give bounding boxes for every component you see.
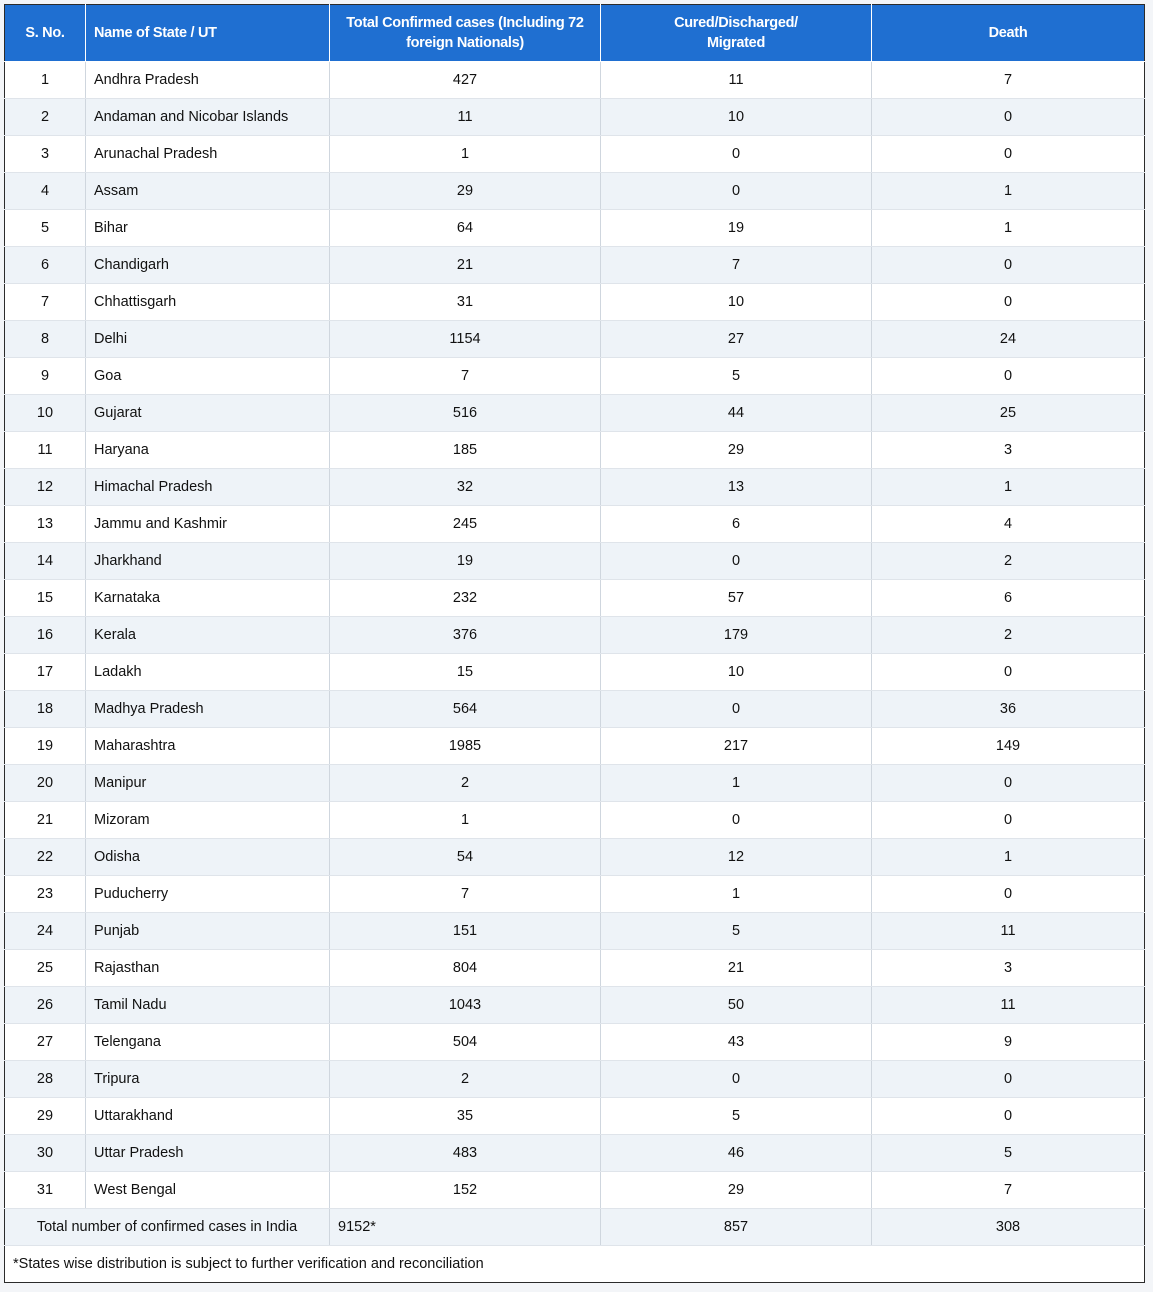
cell-cured: 10 bbox=[601, 654, 872, 691]
total-death: 308 bbox=[872, 1209, 1145, 1246]
cell-death: 25 bbox=[872, 395, 1145, 432]
cell-cured: 0 bbox=[601, 691, 872, 728]
cell-confirmed: 152 bbox=[330, 1172, 601, 1209]
cell-death: 9 bbox=[872, 1024, 1145, 1061]
cell-state-name: Delhi bbox=[86, 321, 330, 358]
table-row bbox=[5, 506, 1145, 543]
cell-death: 5 bbox=[872, 1135, 1145, 1172]
cell-state-name: Mizoram bbox=[86, 802, 330, 839]
table-row bbox=[5, 876, 1145, 913]
cell-confirmed: 804 bbox=[330, 950, 601, 987]
cell-state-name: Jharkhand bbox=[86, 543, 330, 580]
cell-sno: 14 bbox=[5, 543, 86, 580]
cell-cured: 29 bbox=[601, 1172, 872, 1209]
cell-confirmed: 35 bbox=[330, 1098, 601, 1135]
cell-confirmed: 504 bbox=[330, 1024, 601, 1061]
cell-confirmed: 2 bbox=[330, 1061, 601, 1098]
table-row bbox=[5, 987, 1145, 1024]
cell-state-name: Arunachal Pradesh bbox=[86, 136, 330, 173]
cell-state-name: Andhra Pradesh bbox=[86, 62, 330, 99]
cell-sno: 29 bbox=[5, 1098, 86, 1135]
table-row bbox=[5, 321, 1145, 358]
cell-sno: 12 bbox=[5, 469, 86, 506]
cell-confirmed: 1 bbox=[330, 802, 601, 839]
cell-state-name: Jammu and Kashmir bbox=[86, 506, 330, 543]
cell-sno: 20 bbox=[5, 765, 86, 802]
table-row bbox=[5, 950, 1145, 987]
table-row bbox=[5, 691, 1145, 728]
cell-sno: 23 bbox=[5, 876, 86, 913]
header-confirmed-line2: foreign Nationals) bbox=[406, 35, 524, 51]
cell-state-name: Goa bbox=[86, 358, 330, 395]
cell-death: 4 bbox=[872, 506, 1145, 543]
cell-death: 6 bbox=[872, 580, 1145, 617]
footnote-text: *States wise distribution is subject to further verification and reconciliation bbox=[5, 1246, 1145, 1283]
table-row bbox=[5, 469, 1145, 506]
table-row bbox=[5, 247, 1145, 284]
header-sno: S. No. bbox=[5, 5, 86, 62]
table-row bbox=[5, 1024, 1145, 1061]
table-body bbox=[5, 62, 1145, 1283]
cell-confirmed: 19 bbox=[330, 543, 601, 580]
cell-sno: 1 bbox=[5, 62, 86, 99]
cell-cured: 179 bbox=[601, 617, 872, 654]
table-row bbox=[5, 839, 1145, 876]
cell-sno: 2 bbox=[5, 99, 86, 136]
total-label: Total number of confirmed cases in India bbox=[5, 1209, 330, 1246]
cell-state-name: Bihar bbox=[86, 210, 330, 247]
cell-cured: 12 bbox=[601, 839, 872, 876]
cell-sno: 19 bbox=[5, 728, 86, 765]
cell-death: 24 bbox=[872, 321, 1145, 358]
cell-death: 2 bbox=[872, 543, 1145, 580]
cell-state-name: Rajasthan bbox=[86, 950, 330, 987]
cell-state-name: Uttar Pradesh bbox=[86, 1135, 330, 1172]
cell-cured: 5 bbox=[601, 913, 872, 950]
cell-confirmed: 376 bbox=[330, 617, 601, 654]
cell-confirmed: 1985 bbox=[330, 728, 601, 765]
cell-sno: 24 bbox=[5, 913, 86, 950]
cell-death: 0 bbox=[872, 802, 1145, 839]
cell-sno: 10 bbox=[5, 395, 86, 432]
table-row bbox=[5, 210, 1145, 247]
cell-confirmed: 516 bbox=[330, 395, 601, 432]
cell-sno: 25 bbox=[5, 950, 86, 987]
cell-confirmed: 21 bbox=[330, 247, 601, 284]
table-row bbox=[5, 1061, 1145, 1098]
cell-state-name: Madhya Pradesh bbox=[86, 691, 330, 728]
cell-cured: 46 bbox=[601, 1135, 872, 1172]
cell-confirmed: 29 bbox=[330, 173, 601, 210]
cell-confirmed: 185 bbox=[330, 432, 601, 469]
cell-state-name: Tamil Nadu bbox=[86, 987, 330, 1024]
cell-sno: 21 bbox=[5, 802, 86, 839]
cell-state-name: Puducherry bbox=[86, 876, 330, 913]
cell-state-name: Ladakh bbox=[86, 654, 330, 691]
cell-state-name: Maharashtra bbox=[86, 728, 330, 765]
cell-cured: 10 bbox=[601, 99, 872, 136]
table-row bbox=[5, 765, 1145, 802]
cell-cured: 0 bbox=[601, 173, 872, 210]
header-cured-line1: Cured/Discharged/ bbox=[674, 15, 798, 31]
header-cured bbox=[601, 5, 872, 62]
cell-confirmed: 7 bbox=[330, 358, 601, 395]
cell-death: 0 bbox=[872, 654, 1145, 691]
cell-death: 3 bbox=[872, 432, 1145, 469]
cell-death: 11 bbox=[872, 987, 1145, 1024]
cell-cured: 1 bbox=[601, 765, 872, 802]
cell-cured: 0 bbox=[601, 136, 872, 173]
cell-death: 2 bbox=[872, 617, 1145, 654]
cell-cured: 57 bbox=[601, 580, 872, 617]
cell-sno: 16 bbox=[5, 617, 86, 654]
cell-cured: 5 bbox=[601, 1098, 872, 1135]
table-row bbox=[5, 99, 1145, 136]
cell-sno: 7 bbox=[5, 284, 86, 321]
cell-confirmed: 64 bbox=[330, 210, 601, 247]
table-row bbox=[5, 395, 1145, 432]
cell-state-name: Gujarat bbox=[86, 395, 330, 432]
table-row bbox=[5, 62, 1145, 99]
cell-confirmed: 1 bbox=[330, 136, 601, 173]
cell-death: 149 bbox=[872, 728, 1145, 765]
total-row bbox=[5, 1209, 1145, 1246]
total-confirmed: 9152* bbox=[330, 1209, 601, 1246]
cell-sno: 27 bbox=[5, 1024, 86, 1061]
cell-cured: 43 bbox=[601, 1024, 872, 1061]
cell-cured: 21 bbox=[601, 950, 872, 987]
cell-sno: 28 bbox=[5, 1061, 86, 1098]
table-row bbox=[5, 1172, 1145, 1209]
cell-confirmed: 7 bbox=[330, 876, 601, 913]
table-row bbox=[5, 432, 1145, 469]
cell-death: 0 bbox=[872, 1098, 1145, 1135]
cell-cured: 217 bbox=[601, 728, 872, 765]
cell-confirmed: 483 bbox=[330, 1135, 601, 1172]
cell-cured: 19 bbox=[601, 210, 872, 247]
cell-state-name: Punjab bbox=[86, 913, 330, 950]
cell-confirmed: 427 bbox=[330, 62, 601, 99]
cell-death: 0 bbox=[872, 136, 1145, 173]
cell-state-name: Chandigarh bbox=[86, 247, 330, 284]
header-confirmed bbox=[330, 5, 601, 62]
cell-death: 36 bbox=[872, 691, 1145, 728]
cell-cured: 1 bbox=[601, 876, 872, 913]
covid-state-table bbox=[4, 4, 1145, 1283]
cell-cured: 0 bbox=[601, 802, 872, 839]
cell-sno: 15 bbox=[5, 580, 86, 617]
header-state-name: Name of State / UT bbox=[86, 5, 330, 62]
header-cured-line2: Migrated bbox=[706, 35, 766, 51]
cell-death: 1 bbox=[872, 469, 1145, 506]
table-row bbox=[5, 802, 1145, 839]
cell-cured: 29 bbox=[601, 432, 872, 469]
table-row bbox=[5, 1098, 1145, 1135]
cell-confirmed: 1043 bbox=[330, 987, 601, 1024]
table-header bbox=[5, 5, 1145, 62]
table-row bbox=[5, 136, 1145, 173]
covid-state-table-wrapper bbox=[4, 4, 1144, 1283]
cell-cured: 13 bbox=[601, 469, 872, 506]
cell-sno: 6 bbox=[5, 247, 86, 284]
header-confirmed-line1: Total Confirmed cases (Including 72 bbox=[346, 15, 584, 31]
cell-sno: 30 bbox=[5, 1135, 86, 1172]
cell-confirmed: 2 bbox=[330, 765, 601, 802]
cell-cured: 7 bbox=[601, 247, 872, 284]
cell-cured: 50 bbox=[601, 987, 872, 1024]
cell-sno: 11 bbox=[5, 432, 86, 469]
table-row bbox=[5, 543, 1145, 580]
cell-confirmed: 564 bbox=[330, 691, 601, 728]
cell-confirmed: 15 bbox=[330, 654, 601, 691]
cell-death: 0 bbox=[872, 1061, 1145, 1098]
cell-sno: 31 bbox=[5, 1172, 86, 1209]
cell-sno: 4 bbox=[5, 173, 86, 210]
cell-death: 0 bbox=[872, 284, 1145, 321]
cell-state-name: Andaman and Nicobar Islands bbox=[86, 99, 330, 136]
cell-death: 0 bbox=[872, 99, 1145, 136]
header-row bbox=[5, 5, 1145, 62]
cell-confirmed: 54 bbox=[330, 839, 601, 876]
cell-sno: 18 bbox=[5, 691, 86, 728]
cell-cured: 27 bbox=[601, 321, 872, 358]
table-row bbox=[5, 358, 1145, 395]
table-row bbox=[5, 728, 1145, 765]
cell-cured: 5 bbox=[601, 358, 872, 395]
cell-cured: 0 bbox=[601, 1061, 872, 1098]
cell-sno: 8 bbox=[5, 321, 86, 358]
header-death: Death bbox=[872, 5, 1145, 62]
cell-sno: 9 bbox=[5, 358, 86, 395]
cell-state-name: Kerala bbox=[86, 617, 330, 654]
cell-sno: 13 bbox=[5, 506, 86, 543]
cell-cured: 0 bbox=[601, 543, 872, 580]
cell-confirmed: 151 bbox=[330, 913, 601, 950]
cell-confirmed: 32 bbox=[330, 469, 601, 506]
cell-confirmed: 1154 bbox=[330, 321, 601, 358]
table-row bbox=[5, 580, 1145, 617]
cell-death: 0 bbox=[872, 247, 1145, 284]
total-cured: 857 bbox=[601, 1209, 872, 1246]
cell-death: 1 bbox=[872, 173, 1145, 210]
cell-sno: 5 bbox=[5, 210, 86, 247]
cell-confirmed: 11 bbox=[330, 99, 601, 136]
cell-death: 0 bbox=[872, 876, 1145, 913]
cell-death: 11 bbox=[872, 913, 1145, 950]
cell-state-name: Uttarakhand bbox=[86, 1098, 330, 1135]
cell-sno: 26 bbox=[5, 987, 86, 1024]
cell-confirmed: 232 bbox=[330, 580, 601, 617]
cell-sno: 22 bbox=[5, 839, 86, 876]
cell-state-name: Tripura bbox=[86, 1061, 330, 1098]
cell-state-name: Assam bbox=[86, 173, 330, 210]
cell-state-name: Telengana bbox=[86, 1024, 330, 1061]
cell-confirmed: 31 bbox=[330, 284, 601, 321]
cell-death: 3 bbox=[872, 950, 1145, 987]
table-row bbox=[5, 913, 1145, 950]
cell-state-name: Chhattisgarh bbox=[86, 284, 330, 321]
cell-state-name: Manipur bbox=[86, 765, 330, 802]
table-row bbox=[5, 173, 1145, 210]
table-row bbox=[5, 284, 1145, 321]
cell-death: 7 bbox=[872, 1172, 1145, 1209]
cell-death: 1 bbox=[872, 839, 1145, 876]
cell-death: 7 bbox=[872, 62, 1145, 99]
footnote-row bbox=[5, 1246, 1145, 1283]
cell-death: 0 bbox=[872, 765, 1145, 802]
cell-state-name: Haryana bbox=[86, 432, 330, 469]
cell-sno: 17 bbox=[5, 654, 86, 691]
table-row bbox=[5, 1135, 1145, 1172]
table-row bbox=[5, 654, 1145, 691]
cell-confirmed: 245 bbox=[330, 506, 601, 543]
cell-cured: 6 bbox=[601, 506, 872, 543]
cell-cured: 44 bbox=[601, 395, 872, 432]
cell-cured: 11 bbox=[601, 62, 872, 99]
cell-state-name: Karnataka bbox=[86, 580, 330, 617]
cell-sno: 3 bbox=[5, 136, 86, 173]
table-row bbox=[5, 617, 1145, 654]
cell-state-name: West Bengal bbox=[86, 1172, 330, 1209]
cell-state-name: Himachal Pradesh bbox=[86, 469, 330, 506]
cell-death: 0 bbox=[872, 358, 1145, 395]
cell-cured: 10 bbox=[601, 284, 872, 321]
cell-state-name: Odisha bbox=[86, 839, 330, 876]
cell-death: 1 bbox=[872, 210, 1145, 247]
